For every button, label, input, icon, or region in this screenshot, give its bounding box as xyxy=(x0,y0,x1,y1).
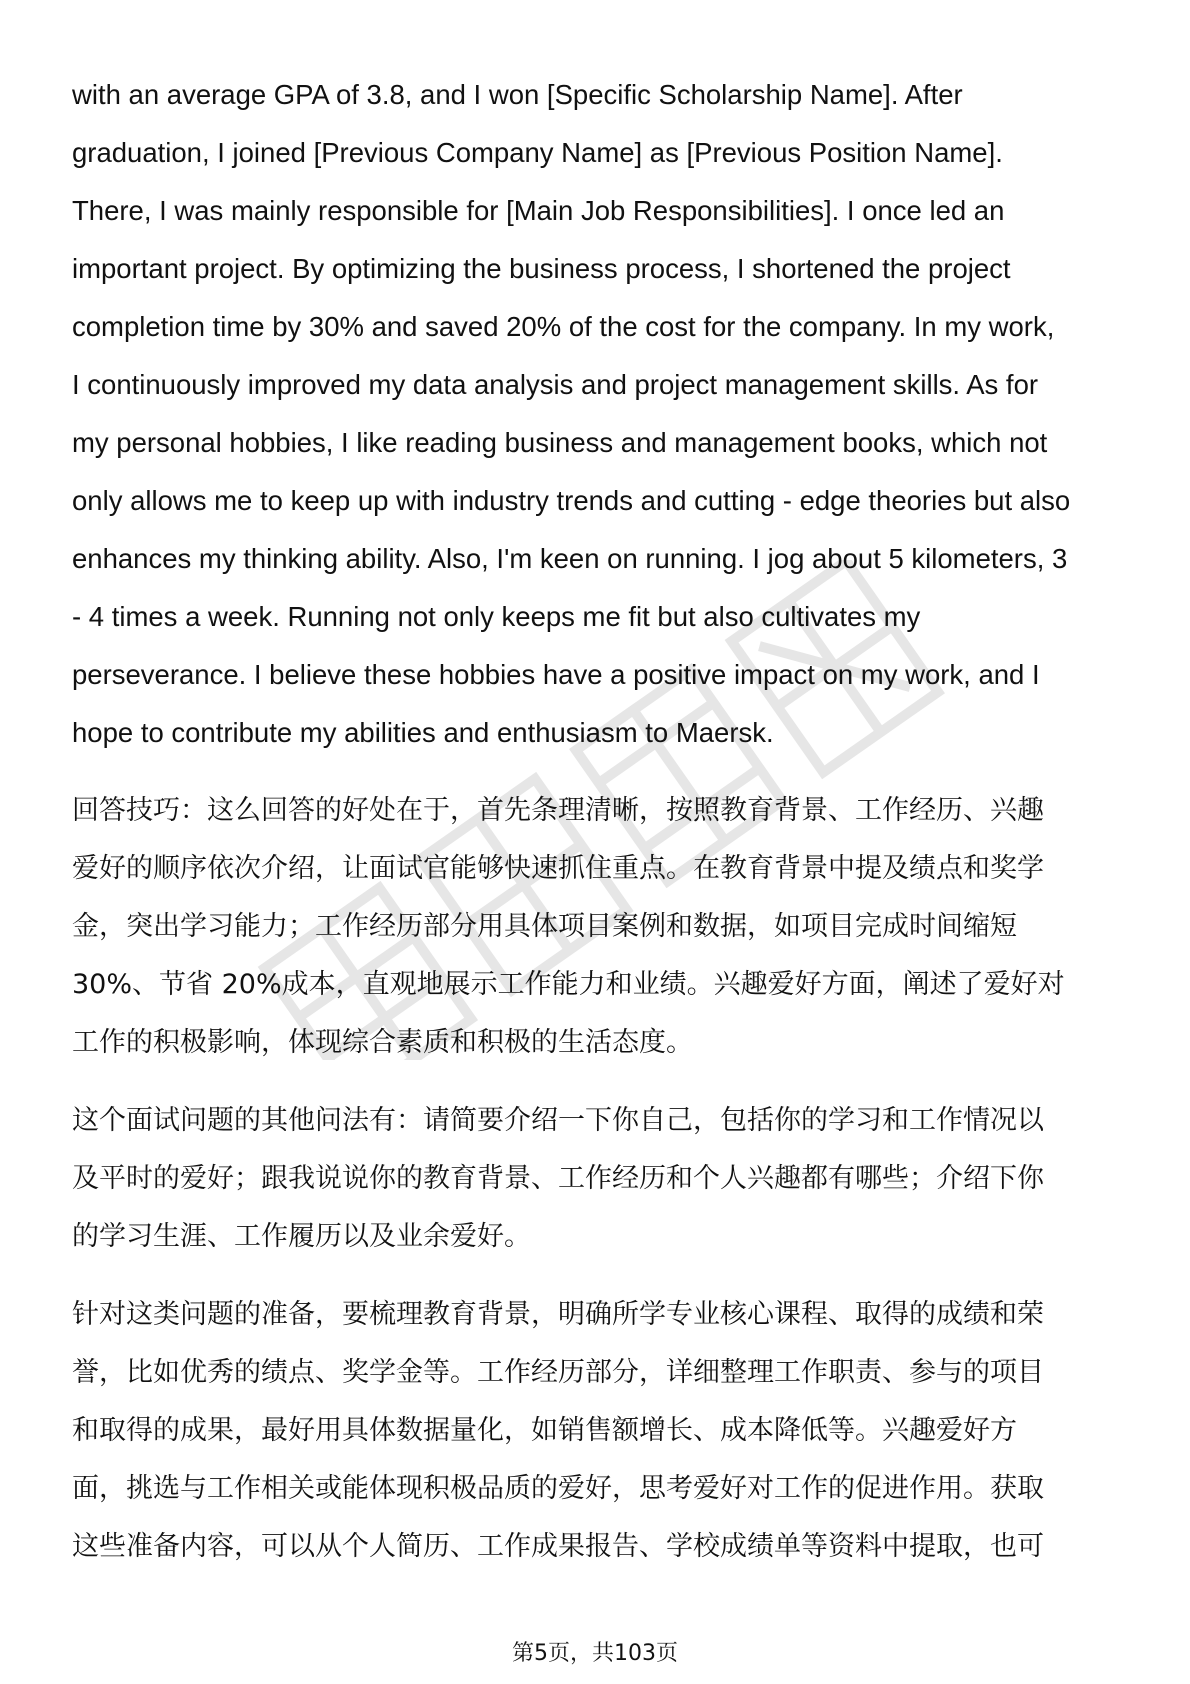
text-line: my personal hobbies, I like reading business and management books, which not xyxy=(72,427,1048,458)
text-line: enhances my thinking ability. Also, I'm keen on running. I jog about 5 kilometers, 3 xyxy=(72,543,1068,574)
text-line: graduation, I joined [Previous Company Name] as [Previous Position Name]. xyxy=(72,137,1003,168)
text-line: 针对这类问题的准备，要梳理教育背景，明确所学专业核心课程、取得的成绩和荣 xyxy=(72,1299,1044,1330)
text-line: with an average GPA of 3.8, and I won [Specific Scholarship Name]. After xyxy=(72,79,963,110)
text-line: 面，挑选与工作相关或能体现积极品质的爱好，思考爱好对工作的促进作用。获取 xyxy=(72,1473,1044,1504)
text-line: 誉，比如优秀的绩点、奖学金等。工作经历部分，详细整理工作职责、参与的项目 xyxy=(72,1357,1044,1388)
paragraph-answer-english xyxy=(72,66,1122,762)
text-line: - 4 times a week. Running not only keeps me fit but also cultivates my xyxy=(72,601,921,632)
text-line: 和取得的成果，最好用具体数据量化，如销售额增长、成本降低等。兴趣爱好方 xyxy=(72,1415,1017,1446)
text-line: 及平时的爱好；跟我说说你的教育背景、工作经历和个人兴趣都有哪些；介绍下你 xyxy=(72,1163,1044,1194)
paragraph-alternative-questions xyxy=(72,1092,1122,1266)
text-line: 爱好的顺序依次介绍，让面试官能够快速抓住重点。在教育背景中提及绩点和奖学 xyxy=(72,853,1044,884)
text-line: only allows me to keep up with industry trends and cutting - edge theories but also xyxy=(72,485,1071,516)
text-line: 回答技巧：这么回答的好处在于，首先条理清晰，按照教育背景、工作经历、兴趣 xyxy=(72,795,1044,826)
paragraph-preparation xyxy=(72,1286,1122,1576)
text-line: 这个面试问题的其他问法有：请简要介绍一下你自己，包括你的学习和工作情况以 xyxy=(72,1105,1044,1136)
text-line: perseverance. I believe these hobbies have a positive impact on my work, and I xyxy=(72,659,1040,690)
text-line: hope to contribute my abilities and enthusiasm to Maersk. xyxy=(72,717,774,748)
text-line: important project. By optimizing the business process, I shortened the project xyxy=(72,253,1011,284)
text-line: 30%、节省 20%成本，直观地展示工作能力和业绩。兴趣爱好方面，阐述了爱好对 xyxy=(72,969,1065,1000)
text-line: There, I was mainly responsible for [Main Job Responsibilities]. I once led an xyxy=(72,195,1005,226)
text-line: 这些准备内容，可以从个人简历、工作成果报告、学校成绩单等资料中提取，也可 xyxy=(72,1531,1044,1562)
page-number-footer: 第5页，共103页 xyxy=(512,1641,678,1666)
document-body xyxy=(72,66,1122,1576)
text-line: 的学习生涯、工作履历以及业余爱好。 xyxy=(72,1221,531,1252)
paragraph-answer-tips xyxy=(72,782,1122,1072)
text-line: I continuously improved my data analysis and project management skills. As for xyxy=(72,369,1039,400)
text-line: 金，突出学习能力；工作经历部分用具体项目案例和数据，如项目完成时间缩短 xyxy=(72,911,1017,942)
text-line: completion time by 30% and saved 20% of the cost for the company. In my work, xyxy=(72,311,1055,342)
text-line: 工作的积极影响，体现综合素质和积极的生活态度。 xyxy=(72,1027,693,1058)
